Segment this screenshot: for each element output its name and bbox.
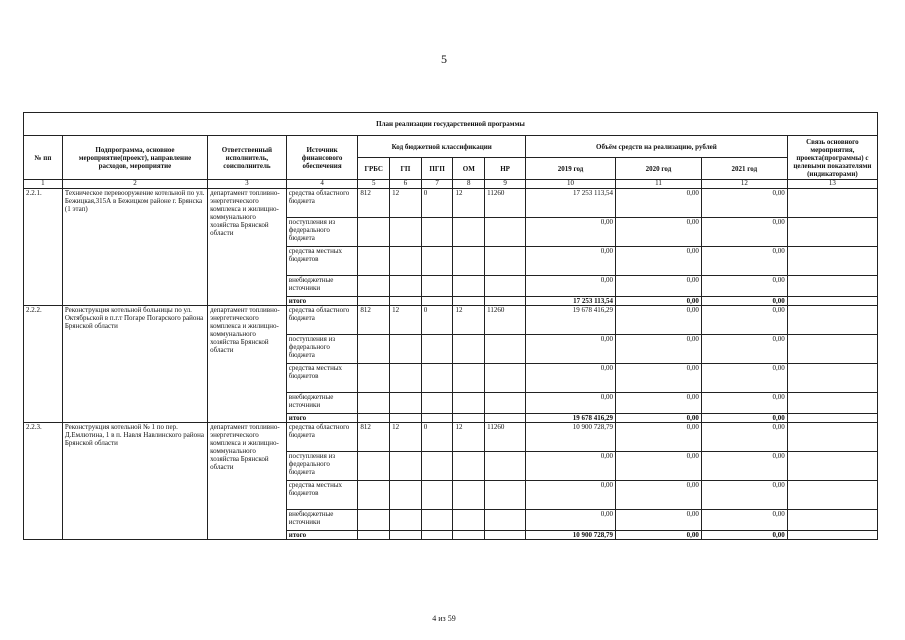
amount-2020: 0,00 (616, 423, 702, 452)
code-empty (390, 481, 422, 510)
code-empty (358, 452, 390, 481)
code-empty (358, 364, 390, 393)
code-empty (485, 218, 526, 247)
amount-2021: 0,00 (701, 306, 787, 335)
column-number: 9 (485, 180, 526, 189)
code-empty (453, 510, 485, 531)
col-header-executor: Ответственный исполнитель, соисполнитель (208, 136, 287, 180)
col-header-source: Источник финансового обеспечения (286, 136, 358, 180)
code-empty (390, 247, 422, 276)
code-empty (453, 481, 485, 510)
source-label: средства областного бюджета (286, 306, 358, 335)
amount-2019: 0,00 (526, 481, 616, 510)
source-label: средства местных бюджетов (286, 364, 358, 393)
code-grbs: 812 (358, 189, 390, 218)
amount-2019: 0,00 (526, 452, 616, 481)
amount-2020: 0,00 (616, 247, 702, 276)
amount-2019: 19 678 416,29 (526, 306, 616, 335)
amount-2020: 0,00 (616, 218, 702, 247)
code-empty (390, 218, 422, 247)
code-empty (421, 335, 453, 364)
col-header-2021: 2021 год (701, 158, 787, 180)
source-label: внебюджетные источники (286, 393, 358, 414)
amount-2019: 0,00 (526, 364, 616, 393)
column-number: 13 (787, 180, 877, 189)
link-cell (787, 306, 877, 335)
code-empty (358, 335, 390, 364)
link-cell (787, 189, 877, 218)
code-empty (485, 414, 526, 423)
amount-2021: 0,00 (701, 335, 787, 364)
code-empty (485, 393, 526, 414)
amount-2021: 0,00 (701, 481, 787, 510)
source-label: внебюджетные источники (286, 510, 358, 531)
link-cell (787, 364, 877, 393)
amount-2019: 0,00 (526, 335, 616, 364)
code-empty (390, 414, 422, 423)
item-name: Техническое перевооружение котельной по ул. Бежицкая,315А в Бежицком районе г. Брянска (1 этап) (62, 189, 207, 306)
col-header-budget-code: Код бюджетной классификации (358, 136, 526, 158)
code-empty (390, 452, 422, 481)
code-empty (485, 297, 526, 306)
item-executor: департамент топливно-энергетического комплекса и жилищно-коммунального хозяйства Брянской области (208, 423, 287, 540)
link-cell (787, 510, 877, 531)
link-cell (787, 423, 877, 452)
link-cell (787, 414, 877, 423)
column-number: 6 (390, 180, 422, 189)
code-om: 12 (453, 189, 485, 218)
column-number: 5 (358, 180, 390, 189)
amount-2019: 10 900 728,79 (526, 423, 616, 452)
code-empty (485, 364, 526, 393)
link-cell (787, 452, 877, 481)
plan-table (23, 112, 878, 540)
code-empty (453, 393, 485, 414)
col-header-om: ОМ (453, 158, 485, 180)
code-empty (421, 393, 453, 414)
source-label: средства местных бюджетов (286, 481, 358, 510)
link-cell (787, 218, 877, 247)
code-gp: 12 (390, 423, 422, 452)
code-empty (453, 531, 485, 540)
table-row (24, 423, 878, 452)
code-om: 12 (453, 306, 485, 335)
amount-2019: 17 253 113,54 (526, 189, 616, 218)
code-empty (421, 276, 453, 297)
col-header-grbs: ГРБС (358, 158, 390, 180)
column-number: 2 (62, 180, 207, 189)
code-nr: 11260 (485, 306, 526, 335)
total-2021: 0,00 (701, 297, 787, 306)
column-number: 4 (286, 180, 358, 189)
code-empty (485, 481, 526, 510)
code-empty (453, 247, 485, 276)
column-number: 11 (616, 180, 702, 189)
code-om: 12 (453, 423, 485, 452)
source-label: средства областного бюджета (286, 189, 358, 218)
code-empty (390, 393, 422, 414)
amount-2019: 0,00 (526, 510, 616, 531)
code-empty (453, 364, 485, 393)
amount-2021: 0,00 (701, 423, 787, 452)
code-empty (453, 452, 485, 481)
amount-2021: 0,00 (701, 218, 787, 247)
code-empty (453, 335, 485, 364)
col-header-2020: 2020 год (616, 158, 702, 180)
code-pgp: 0 (421, 423, 453, 452)
amount-2021: 0,00 (701, 452, 787, 481)
source-label: средства местных бюджетов (286, 247, 358, 276)
amount-2021: 0,00 (701, 247, 787, 276)
code-empty (358, 218, 390, 247)
item-number: 2.2.1. (24, 189, 63, 306)
col-header-link: Связь основного мероприятия, проекта(программы) с целевыми показателями (индикаторами) (787, 136, 877, 180)
code-empty (485, 510, 526, 531)
code-empty (390, 276, 422, 297)
code-empty (421, 452, 453, 481)
link-cell (787, 276, 877, 297)
code-empty (390, 364, 422, 393)
amount-2020: 0,00 (616, 364, 702, 393)
code-empty (453, 276, 485, 297)
amount-2019: 0,00 (526, 393, 616, 414)
source-label: поступления из федерального бюджета (286, 218, 358, 247)
total-2021: 0,00 (701, 414, 787, 423)
source-label: поступления из федерального бюджета (286, 452, 358, 481)
total-2020: 0,00 (616, 297, 702, 306)
col-header-nr: НР (485, 158, 526, 180)
code-empty (421, 364, 453, 393)
amount-2020: 0,00 (616, 393, 702, 414)
amount-2020: 0,00 (616, 452, 702, 481)
table-row (24, 306, 878, 335)
code-empty (421, 531, 453, 540)
code-empty (485, 452, 526, 481)
code-empty (421, 510, 453, 531)
total-2020: 0,00 (616, 414, 702, 423)
page-footer: 4 из 59 (432, 614, 456, 623)
total-2019: 10 900 728,79 (526, 531, 616, 540)
code-empty (485, 335, 526, 364)
amount-2020: 0,00 (616, 306, 702, 335)
item-name: Реконструкция котельной № 1 по пер. Д.Емлютина, 1 в п. Навля Навлинского района Брянской области (62, 423, 207, 540)
code-nr: 11260 (485, 423, 526, 452)
code-pgp: 0 (421, 306, 453, 335)
code-grbs: 812 (358, 423, 390, 452)
code-empty (390, 335, 422, 364)
code-empty (358, 276, 390, 297)
code-empty (358, 247, 390, 276)
amount-2021: 0,00 (701, 393, 787, 414)
total-2019: 19 678 416,29 (526, 414, 616, 423)
col-header-funds: Объём средств на реализацию, рублей (526, 136, 788, 158)
column-number-row (24, 180, 878, 189)
amount-2020: 0,00 (616, 481, 702, 510)
code-empty (421, 481, 453, 510)
item-name: Реконструкция котельной больницы по ул. Октябрьской в п.г.т Погаре Погарского района Брянской области (62, 306, 207, 423)
col-header-pgp: ПГП (421, 158, 453, 180)
total-2020: 0,00 (616, 531, 702, 540)
code-nr: 11260 (485, 189, 526, 218)
code-empty (453, 414, 485, 423)
col-header-2019: 2019 год (526, 158, 616, 180)
item-executor: департамент топливно-энергетического комплекса и жилищно-коммунального хозяйства Брянской области (208, 306, 287, 423)
column-number: 7 (421, 180, 453, 189)
code-empty (453, 297, 485, 306)
link-cell (787, 335, 877, 364)
code-empty (485, 276, 526, 297)
amount-2021: 0,00 (701, 364, 787, 393)
item-number: 2.2.2. (24, 306, 63, 423)
link-cell (787, 531, 877, 540)
source-label: поступления из федерального бюджета (286, 335, 358, 364)
code-gp: 12 (390, 306, 422, 335)
code-empty (358, 297, 390, 306)
total-label: итого (286, 414, 358, 423)
amount-2021: 0,00 (701, 189, 787, 218)
code-gp: 12 (390, 189, 422, 218)
col-header-subprogram: Подпрограмма, основное мероприятие(проект), направление расходов, мероприятие (62, 136, 207, 180)
col-header-num: № пп (24, 136, 63, 180)
code-empty (421, 414, 453, 423)
code-empty (485, 247, 526, 276)
link-cell (787, 481, 877, 510)
code-empty (421, 297, 453, 306)
code-grbs: 812 (358, 306, 390, 335)
total-2021: 0,00 (701, 531, 787, 540)
source-label: средства областного бюджета (286, 423, 358, 452)
column-number: 1 (24, 180, 63, 189)
item-number: 2.2.3. (24, 423, 63, 540)
amount-2021: 0,00 (701, 510, 787, 531)
code-empty (390, 531, 422, 540)
code-empty (421, 218, 453, 247)
code-pgp: 0 (421, 189, 453, 218)
column-number: 8 (453, 180, 485, 189)
code-empty (453, 218, 485, 247)
source-label: внебюджетные источники (286, 276, 358, 297)
code-empty (390, 297, 422, 306)
link-cell (787, 297, 877, 306)
column-number: 3 (208, 180, 287, 189)
total-2019: 17 253 113,54 (526, 297, 616, 306)
page-number: 5 (441, 52, 447, 66)
code-empty (421, 247, 453, 276)
table-title: План реализации государственной программы (24, 113, 878, 136)
code-empty (358, 531, 390, 540)
code-empty (358, 481, 390, 510)
amount-2020: 0,00 (616, 335, 702, 364)
code-empty (390, 510, 422, 531)
column-number: 10 (526, 180, 616, 189)
code-empty (358, 414, 390, 423)
amount-2021: 0,00 (701, 276, 787, 297)
total-label: итого (286, 531, 358, 540)
amount-2019: 0,00 (526, 218, 616, 247)
link-cell (787, 393, 877, 414)
amount-2019: 0,00 (526, 276, 616, 297)
code-empty (358, 510, 390, 531)
table-row (24, 189, 878, 218)
column-number: 12 (701, 180, 787, 189)
amount-2019: 0,00 (526, 247, 616, 276)
col-header-gp: ГП (390, 158, 422, 180)
amount-2020: 0,00 (616, 189, 702, 218)
amount-2020: 0,00 (616, 510, 702, 531)
amount-2020: 0,00 (616, 276, 702, 297)
item-executor: департамент топливно-энергетического комплекса и жилищно-коммунального хозяйства Брянской области (208, 189, 287, 306)
link-cell (787, 247, 877, 276)
code-empty (358, 393, 390, 414)
code-empty (485, 531, 526, 540)
total-label: итого (286, 297, 358, 306)
